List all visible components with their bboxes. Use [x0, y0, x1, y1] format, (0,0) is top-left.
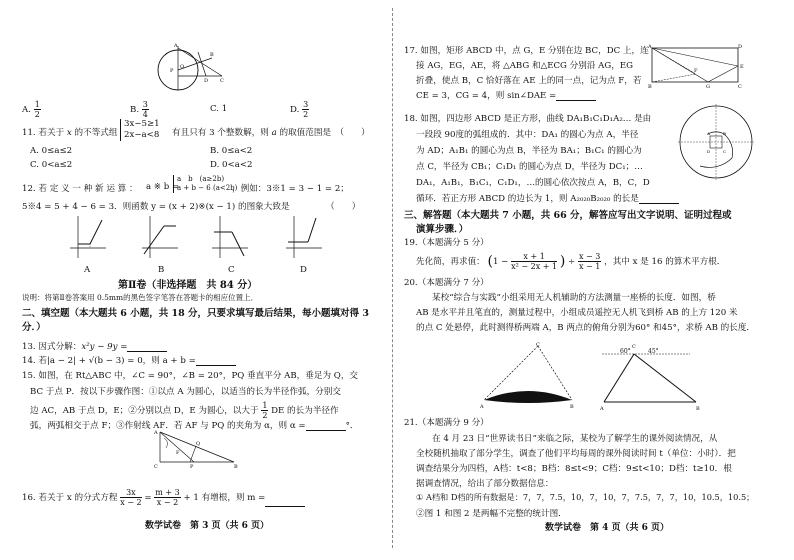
svg-text:C: C	[632, 344, 636, 350]
q21-line-2: 全校随机抽取了部分学生，调查了他们平均每周的课外阅读时间 t（单位：小时）．把	[416, 449, 736, 459]
q21-line-1: 在 4 月 23 日“世界读书日”来临之际，某校为了解学生的课外阅读情况，从	[432, 434, 718, 444]
svg-text:B: B	[570, 404, 574, 410]
graph-b	[140, 214, 180, 260]
q18-line-2: 一段段 90度的弧组成的．其中：DA₁ 的圆心为点 A，半径	[416, 130, 639, 140]
angle-45-label: 45°	[648, 348, 659, 355]
q15-line-4: 弧，两弧相交于点 F；③作射线 AF．若 AF 与 PQ 的夹角为 α，则 α = °．	[30, 421, 359, 431]
svg-text:C: C	[536, 342, 540, 348]
graph-a	[68, 214, 108, 260]
part2-note: 说明：将第Ⅱ卷答案用 0.5mm的黑色签字笔答在答题卡的相应位置上．	[22, 293, 259, 302]
svg-text:A: A	[174, 43, 178, 49]
circle-figure	[150, 42, 230, 94]
graph-label-c: C	[228, 265, 235, 275]
q12-paren: （ ）	[326, 202, 361, 212]
rectangle-figure	[648, 44, 744, 88]
q20-line-1: 某校“综合与实践”小组采用无人机辅助的方法测量一座桥的长度．如图，桥	[432, 293, 716, 303]
q18-answer-blank[interactable]	[639, 195, 679, 204]
q11-option-c[interactable]: C. 0<a≤2	[30, 160, 73, 170]
svg-text:B: B	[210, 52, 214, 58]
q11-text: 11. 若关于 x 的不等式组	[22, 128, 118, 138]
q12-example: ，例如：3※1 = 3 − 1 = 2；	[232, 184, 349, 194]
q17-answer-blank[interactable]	[556, 92, 596, 101]
q13-answer-blank[interactable]	[127, 343, 167, 352]
graph-c	[210, 214, 250, 260]
q20-title: 20.（本题满分 7 分）	[404, 278, 489, 288]
q12-line-1: 12. 若 定 义 一 种 新 运 算 ：	[22, 184, 138, 194]
q16: 16. 若关于 x 的分式方程 $\frac{3x}{x - 2}$ = $\frac{m + 3}{x - 2}$ + 1 有增根，则 m =	[22, 488, 305, 507]
q16-answer-blank[interactable]	[265, 498, 305, 507]
solutions-header-1: 三、解答题（本大题共 7 小题，共 66 分，解答应写出文字说明、证明过程或	[404, 210, 732, 221]
svg-text:F: F	[694, 68, 698, 74]
q17-line-1: 17. 如图，矩形 ABCD 中，点 G，E 分别在边 BC，DC 上，连	[404, 46, 649, 56]
svg-text:F: F	[176, 450, 180, 456]
q21-title: 21.（本题满分 9 分）	[404, 418, 489, 428]
q20-line-2: AB 是水平并且笔直的，测量过程中，小组成员遥控无人机飞到桥 AB 的上方 120 米	[416, 308, 738, 318]
svg-text:B: B	[234, 464, 238, 470]
q13: 13. 因式分解：x²y − 9y =	[22, 340, 167, 352]
q15-line-3: 边 AC，AB 于点 D，E；②分别以点 D，E 为圆心，以大于 $\frac{1}{2}$ DE 的长为半径作	[30, 401, 339, 420]
q10-option-c[interactable]: C. 1	[210, 104, 228, 114]
spiral-figure	[672, 102, 762, 186]
q17-line-3: 折叠，使点 B，C 恰好落在 AE 上的同一点，记为点 F，若	[416, 76, 642, 86]
svg-text:A: A	[648, 44, 652, 50]
q10-option-d[interactable]: D. $\frac{3}{2}$	[290, 100, 309, 119]
q21-line-4: 据调查情况，给出了部分数据信息：	[416, 479, 554, 489]
q15-answer-blank[interactable]	[306, 422, 346, 431]
q12-def-cases: a b (a≥2b) a + b − 6 (a<2b)	[173, 175, 237, 193]
graph-d	[284, 214, 324, 260]
svg-text:A: A	[707, 131, 710, 136]
svg-text:O: O	[180, 64, 185, 70]
solutions-header-2: 演算步骤．）	[416, 224, 469, 235]
q15-line-1: 15. 如图，在 Rt△ABC 中，∠C = 90°，∠B = 20°，PQ 垂直平分 AB，垂足为 Q，交	[22, 371, 359, 381]
q11-option-a[interactable]: A. 0≤a≤2	[30, 146, 73, 156]
q14: 14. 若|a − 2| + √(b − 3) = 0，则 a + b =	[22, 354, 236, 366]
page-divider	[392, 8, 394, 548]
svg-text:A: A	[600, 406, 604, 412]
q12-def-lhs: a ※ b =	[146, 182, 180, 192]
svg-text:G: G	[706, 84, 710, 90]
q18-line-1: 18. 如图，四边形 ABCD 是正方形，曲线 DA₁B₁C₁D₁A₂… 是由	[404, 114, 652, 124]
q19-body: 先化简，再求值： (1 − $\frac{x + 1}{\text{x² − 2x + 1}}$ ) ÷ $\frac{x - 3}{x - 1}$ ，其中 x 是 16 的算术平方根．	[416, 252, 726, 271]
left-footer: 数学试卷 第 3 页（共 6 页）	[145, 521, 270, 531]
q11-system: 3x−5≥1 2x−a<8	[120, 119, 160, 141]
q11-text-2: 有且只有 3 个整数解，则 a 的取值范围是 （ ）	[172, 128, 370, 138]
q10-option-b[interactable]: B. $\frac{3}{4}$	[130, 100, 148, 119]
svg-text:D: D	[707, 149, 711, 154]
svg-text:D: D	[738, 44, 743, 50]
part2-title: 第Ⅱ卷（非选择题 共 84 分）	[118, 280, 258, 291]
q15-line-2: BC 于点 P．按以下步骤作图：①以点 A 为圆心，以适当的长为半径作弧，分别交	[30, 387, 341, 397]
svg-text:P: P	[190, 464, 194, 470]
angle-60-label: 60°	[620, 348, 631, 355]
q21-line-6: ②图 1 和图 2 是两幅不完整的统计图．	[416, 509, 567, 519]
svg-text:B: B	[696, 406, 700, 412]
q18-line-5: DA₁，A₁B₁，B₁C₁，C₁D₁，…的圆心依次按点 A，B，C，D	[416, 178, 650, 188]
graph-label-a: A	[84, 265, 91, 275]
svg-text:C: C	[154, 464, 158, 470]
svg-text:E: E	[740, 64, 744, 70]
q10-option-a[interactable]: A. $\frac{1}{2}$	[22, 100, 40, 119]
svg-text:C: C	[738, 84, 742, 90]
q18-line-3: 为 AD；A₁B₁ 的圆心为点 B，半径为 BA₁；B₁C₁ 的圆心为	[416, 146, 642, 156]
q11-option-b[interactable]: B. 0≤a<2	[210, 146, 253, 156]
svg-text:B: B	[648, 84, 652, 90]
svg-text:A: A	[480, 404, 484, 410]
svg-text:B: B	[723, 131, 726, 136]
q19-title: 19.（本题满分 5 分）	[404, 238, 489, 248]
svg-text:C: C	[220, 78, 224, 84]
q17-line-4: CE = 3，CG = 4，则 sin∠DAE =	[416, 89, 596, 101]
bridge-photo	[478, 340, 578, 412]
fill-in-header: 二、填空题（本大题共 6 小题，共 18 分，只要求填写最后结果，每小题填对得 3 分．）	[22, 308, 369, 333]
svg-text:D: D	[204, 78, 209, 84]
svg-text:P: P	[170, 68, 174, 74]
triangle-figure	[150, 428, 240, 478]
q18-line-6: 循环．若正方形 ABCD 的边长为 1，则 A₂₀₂₀B₂₀₂₀ 的长是	[416, 192, 679, 204]
svg-text:C: C	[723, 149, 727, 154]
q14-answer-blank[interactable]	[196, 357, 236, 366]
right-footer: 数学试卷 第 4 页（共 6 页）	[545, 523, 670, 533]
graph-label-d: D	[300, 265, 307, 275]
svg-text:A: A	[154, 430, 158, 436]
q12-line-2: 5※4 = 5 + 4 − 6 = 3．则函数 y = (x + 2)※(x − 1) 的图象大致是	[22, 202, 290, 212]
q18-line-4: 点 C，半径为 CB₁；C₁D₁ 的圆心为点 D，半径为 DC₁；…	[416, 162, 643, 172]
q21-line-3: 调查结果分为四档，A档：t<8；B档：8≤t<9；C档：9≤t<10；D档：t≥10．根	[416, 464, 732, 474]
svg-text:Q: Q	[196, 441, 201, 447]
q21-line-5: ① A档和 D档的所有数据是：7，7，7.5，10，7，10，7，7.5，7，7，10，10.5，10.5；	[416, 492, 755, 502]
graph-label-b: B	[158, 265, 165, 275]
q11-option-d[interactable]: D. 0<a<2	[210, 160, 253, 170]
q20-line-3: 的点 C 处悬停，此时测得桥两端 A，B 两点的俯角分别为60° 和45°，求桥 AB 的长度．	[416, 323, 756, 333]
q17-line-2: 接 AG，EG，AE，将 △ABG 和△ECG 分别沿 AG，EG	[416, 61, 633, 71]
